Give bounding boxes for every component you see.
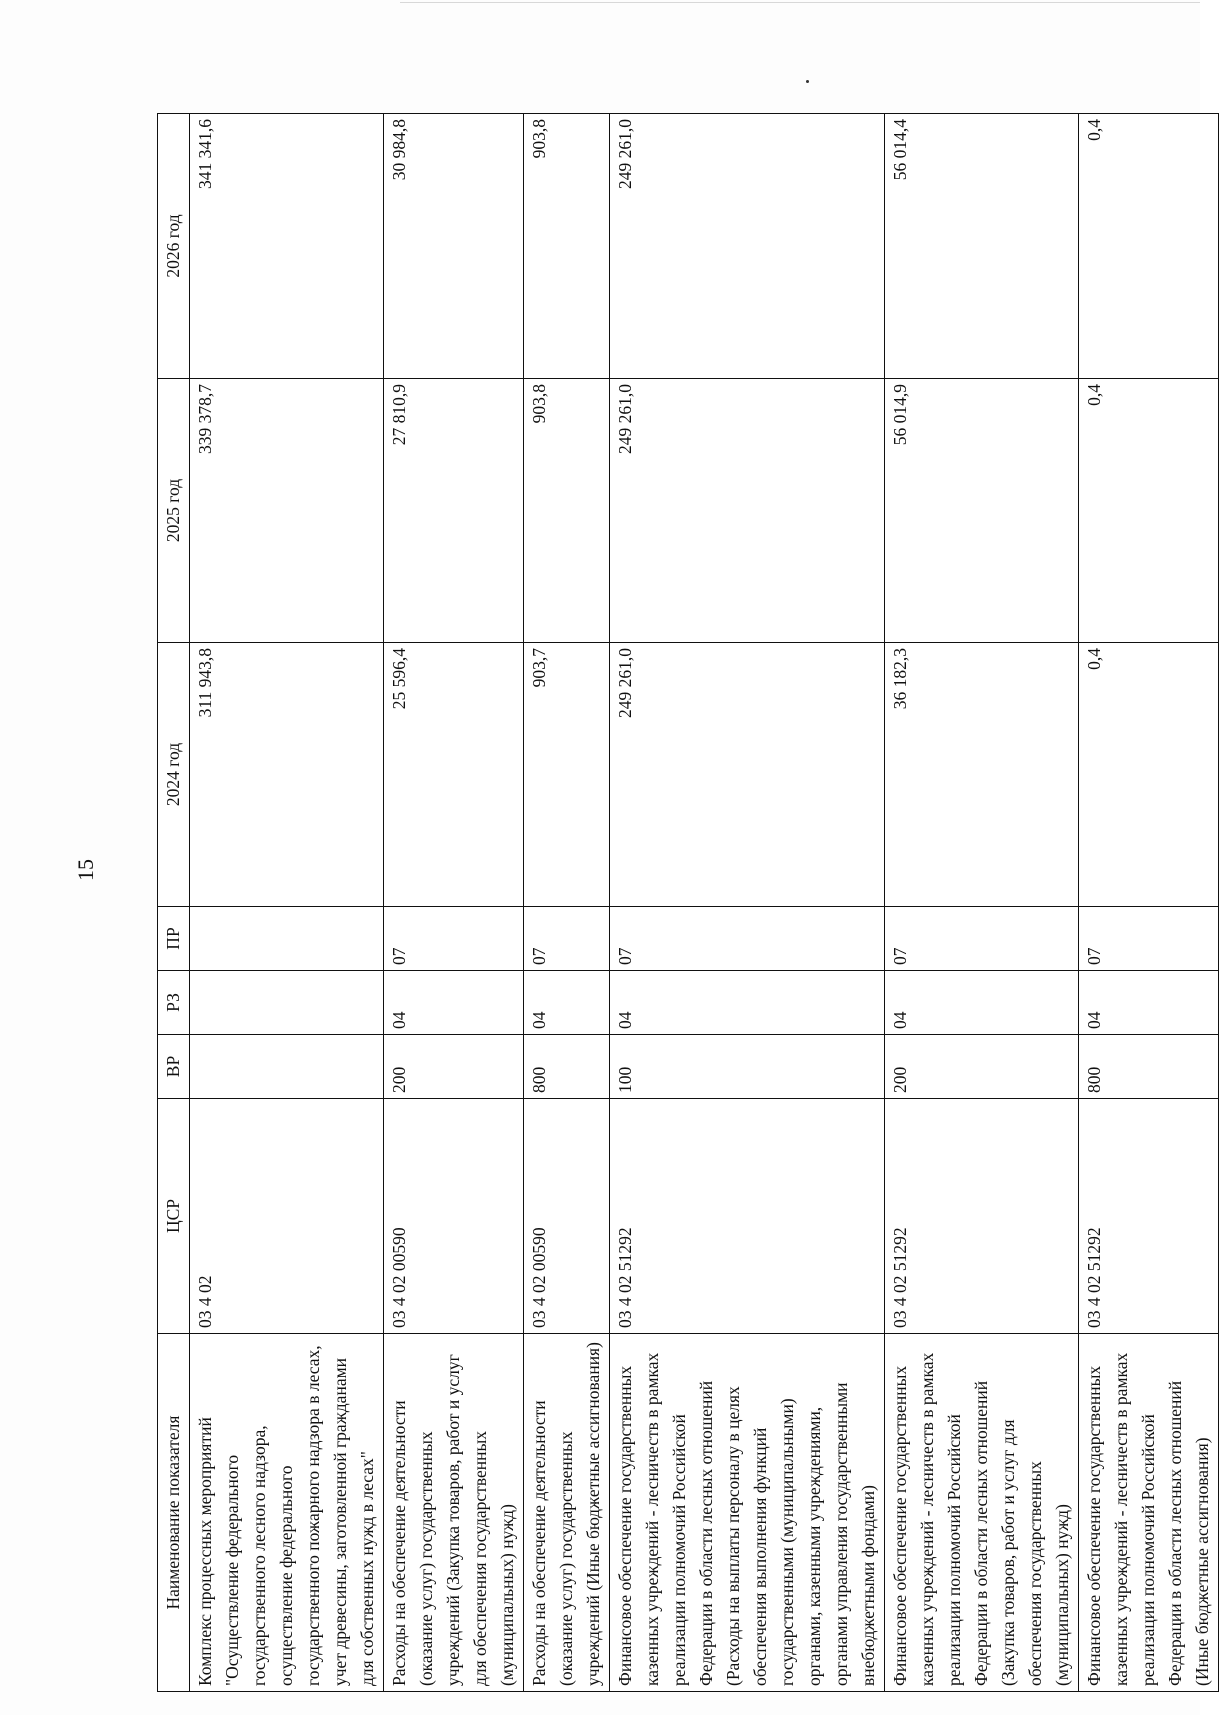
row-2026: 56 014,4: [885, 114, 1079, 379]
row-2026: 30 984,8: [384, 114, 524, 379]
row-csr: 03 4 02: [190, 1099, 384, 1334]
row-pr: 07: [384, 907, 524, 971]
row-rz: 04: [885, 971, 1079, 1035]
table-row: [524, 114, 610, 1692]
rotated-table-wrapper: [157, 114, 1212, 1692]
row-csr: 03 4 02 51292: [885, 1099, 1079, 1334]
scan-artifact-line: [400, 2, 1200, 3]
row-2025: 0,4: [1079, 379, 1219, 643]
row-2025: 56 014,9: [885, 379, 1079, 643]
row-2025: 249 261,0: [610, 379, 885, 643]
row-rz: [190, 971, 384, 1035]
row-2024: 36 182,3: [885, 643, 1079, 907]
row-2025: 339 378,7: [190, 379, 384, 643]
row-2025: 27 810,9: [384, 379, 524, 643]
row-name: Расходы на обеспечение деятельности (оказание услуг) государственных учреждений (Закупка товаров, работ и услуг для обеспечения государственных (муниципальных) нужд): [384, 1334, 524, 1692]
row-name: Финансовое обеспечение государственных казенных учреждений - лесничеств в рамках реализации полномочий Российской Федерации в области лесных отношений (Иные бюджетные ассигнования): [1079, 1334, 1219, 1692]
row-vr: [190, 1035, 384, 1099]
row-csr: 03 4 02 00590: [384, 1099, 524, 1334]
header-name: Наименование показателя: [158, 1334, 190, 1692]
budget-table: [157, 113, 1219, 1692]
table-row: [610, 114, 885, 1692]
row-2026: 341 341,6: [190, 114, 384, 379]
row-csr: 03 4 02 51292: [610, 1099, 885, 1334]
table-row: [190, 114, 384, 1692]
header-2024: 2024 год: [158, 643, 190, 907]
row-pr: 07: [1079, 907, 1219, 971]
row-rz: 04: [524, 971, 610, 1035]
row-2026: 249 261,0: [610, 114, 885, 379]
row-name: Комплекс процессных мероприятий "Осуществление федерального государственного лесного надзора, осуществление федерального государственного пожарного надзора в лесах, учет древесины, заготовленной гражданами для собственных нужд в лесах": [190, 1334, 384, 1692]
row-vr: 200: [384, 1035, 524, 1099]
row-2024: 249 261,0: [610, 643, 885, 907]
header-2025: 2025 год: [158, 379, 190, 643]
row-pr: 07: [610, 907, 885, 971]
row-2026: 903,8: [524, 114, 610, 379]
row-2024: 311 943,8: [190, 643, 384, 907]
header-vr: ВР: [158, 1035, 190, 1099]
row-rz: 04: [1079, 971, 1219, 1035]
row-2025: 903,8: [524, 379, 610, 643]
row-vr: 800: [524, 1035, 610, 1099]
row-name: Финансовое обеспечение государственных казенных учреждений - лесничеств в рамках реализации полномочий Российской Федерации в области лесных отношений (Расходы на выплаты персоналу в целях обеспечения выполнения функций государственными (муниципальными) органами, казенными учреждениями, органами управления государственными внебюджетными фондами): [610, 1334, 885, 1692]
row-2024: 25 596,4: [384, 643, 524, 907]
row-csr: 03 4 02 00590: [524, 1099, 610, 1334]
row-2024: 0,4: [1079, 643, 1219, 907]
row-2026: 0,4: [1079, 114, 1219, 379]
row-pr: [190, 907, 384, 971]
header-2026: 2026 год: [158, 114, 190, 379]
row-vr: 800: [1079, 1035, 1219, 1099]
row-rz: 04: [384, 971, 524, 1035]
table-row: [384, 114, 524, 1692]
header-csr: ЦСР: [158, 1099, 190, 1334]
table-row: [1079, 114, 1219, 1692]
row-name: Расходы на обеспечение деятельности (оказание услуг) государственных учреждений (Иные бюджетные ассигнования): [524, 1334, 610, 1692]
table-header-row: [158, 114, 190, 1692]
header-pr: ПР: [158, 907, 190, 971]
row-pr: 07: [885, 907, 1079, 971]
row-rz: 04: [610, 971, 885, 1035]
row-pr: 07: [524, 907, 610, 971]
row-name: Финансовое обеспечение государственных казенных учреждений - лесничеств в рамках реализации полномочий Российской Федерации в области лесных отношений (Закупка товаров, работ и услуг для обеспечения государственных (муниципальных) нужд): [885, 1334, 1079, 1692]
header-rz: РЗ: [158, 971, 190, 1035]
page-number: 15: [73, 859, 98, 881]
table-row: [885, 114, 1079, 1692]
row-csr: 03 4 02 51292: [1079, 1099, 1219, 1334]
row-vr: 100: [610, 1035, 885, 1099]
row-vr: 200: [885, 1035, 1079, 1099]
scan-artifact-dot: [806, 80, 809, 83]
row-2024: 903,7: [524, 643, 610, 907]
